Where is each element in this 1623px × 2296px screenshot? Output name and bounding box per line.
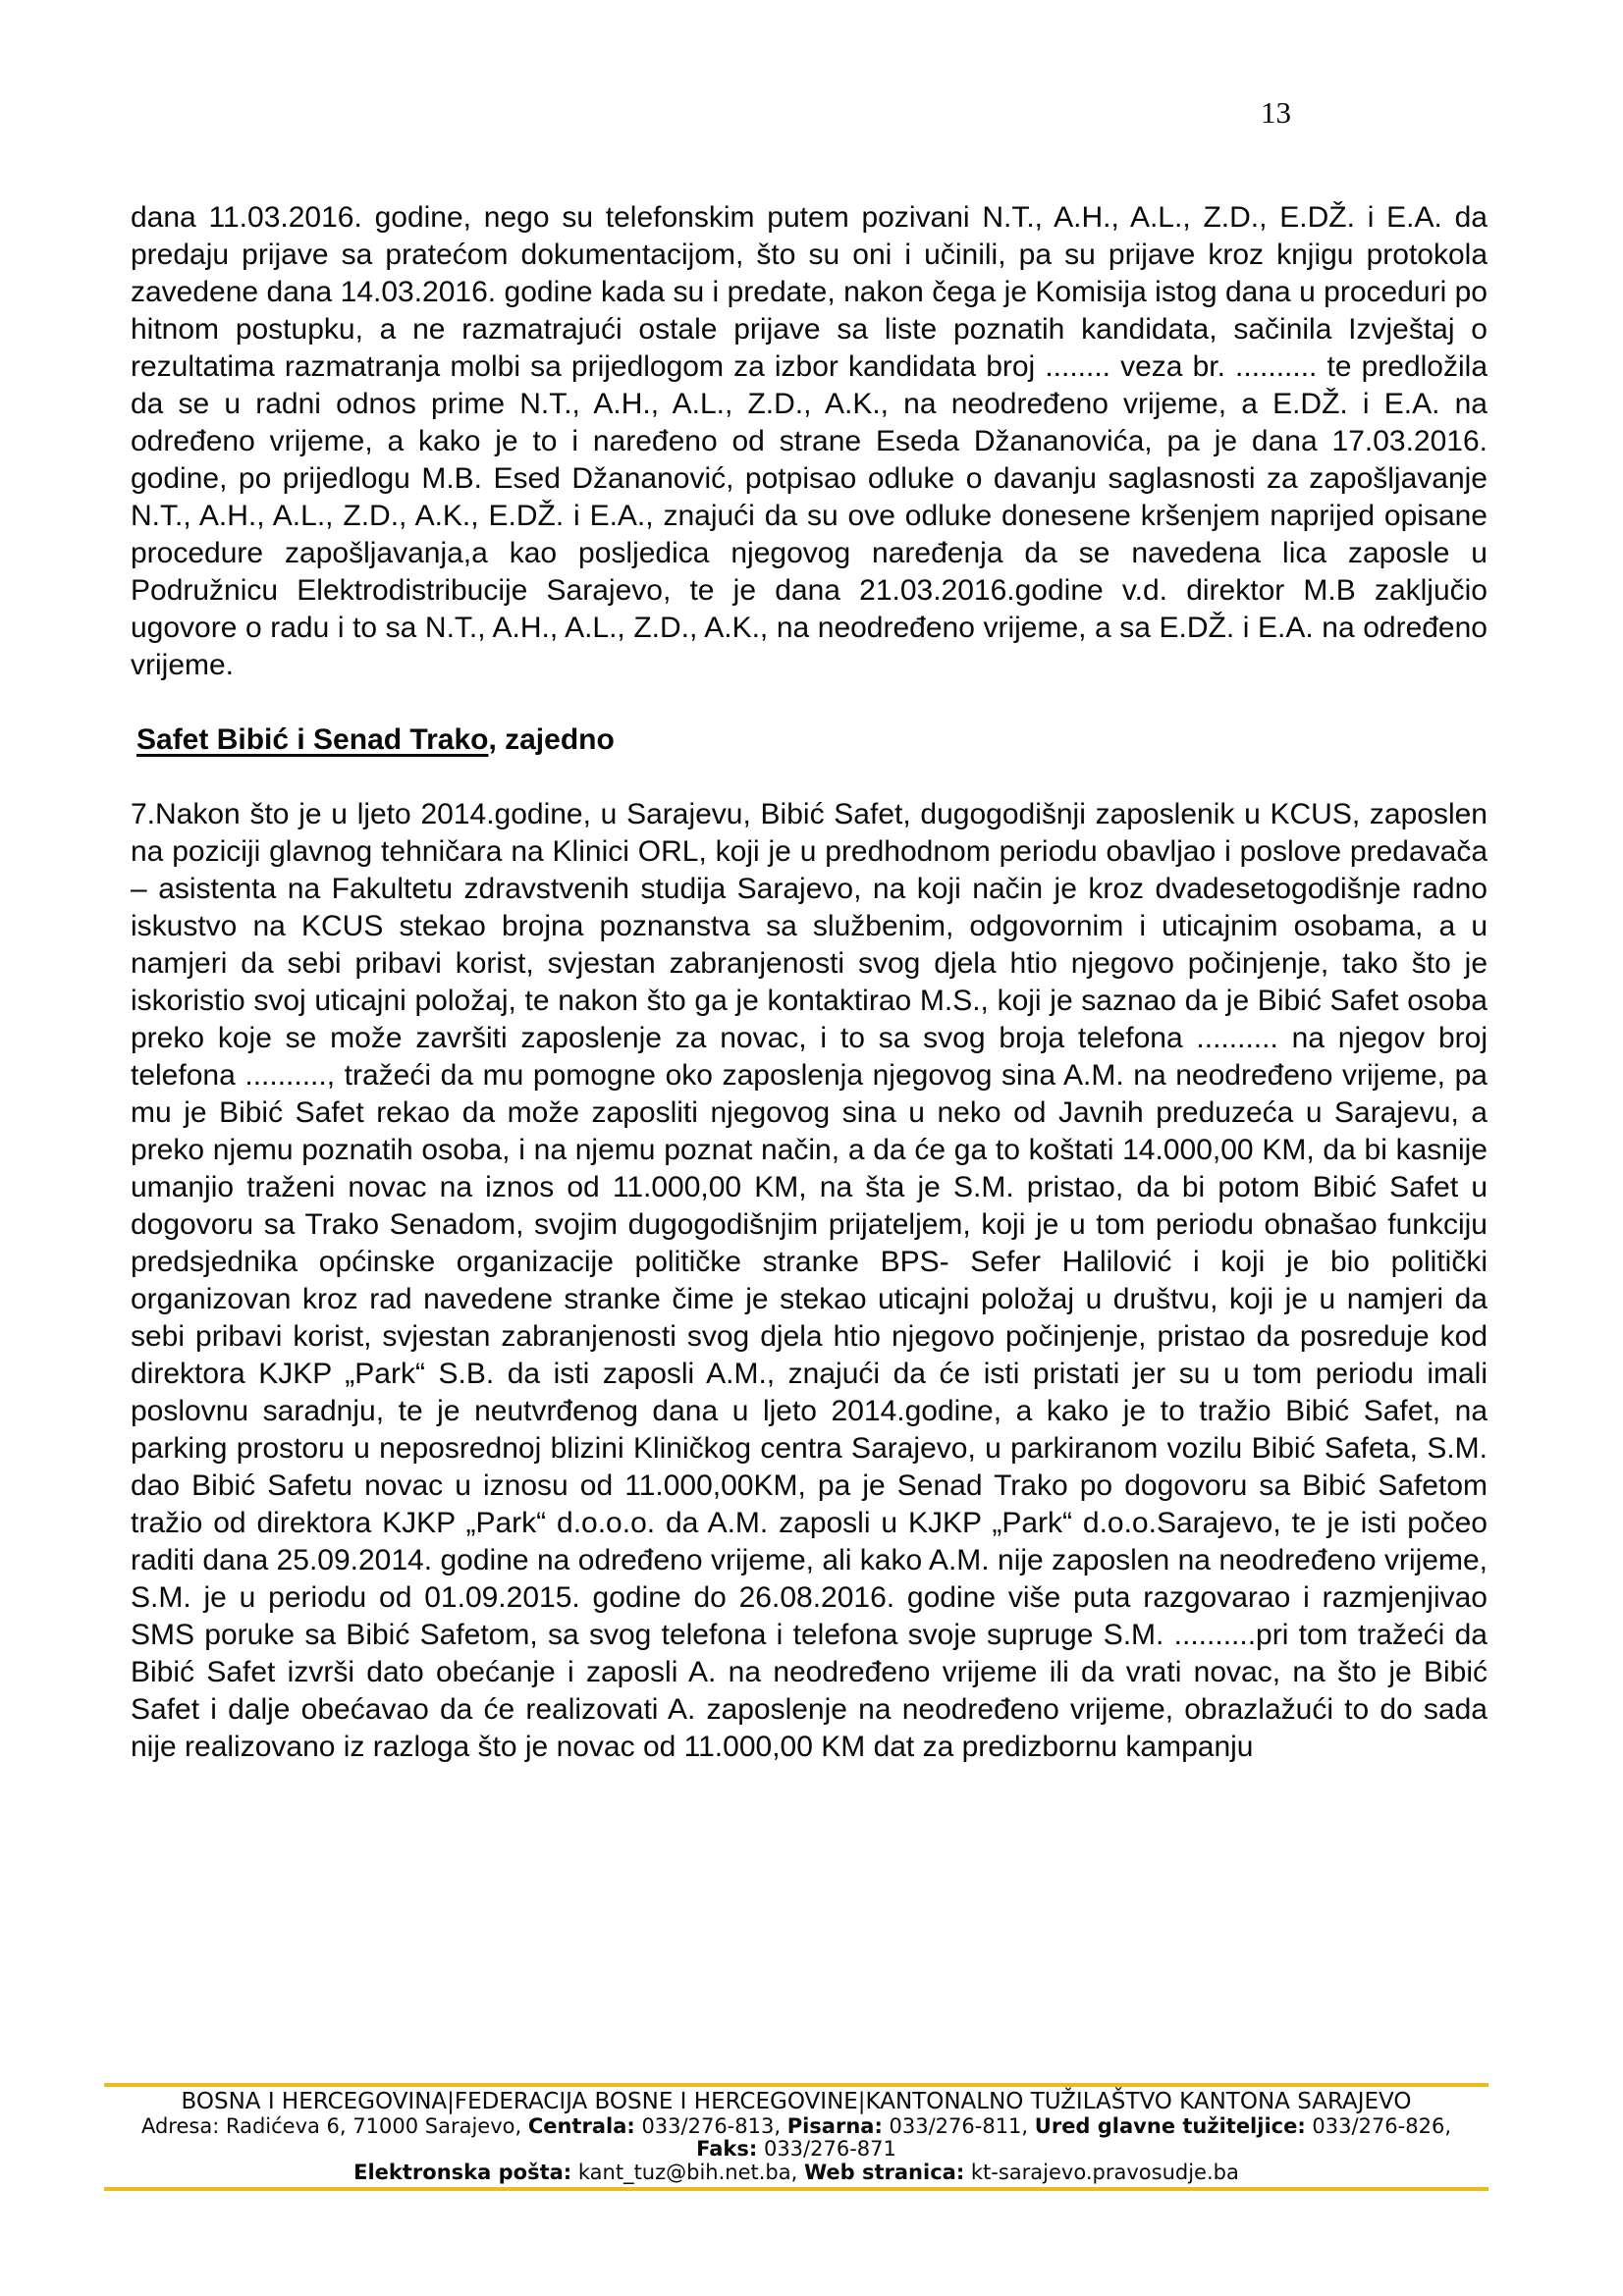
footer-ured-number: 033/276-826, xyxy=(1305,2114,1452,2138)
footer-email-address: kant_tuz@bih.net.ba, xyxy=(571,2161,804,2184)
footer-fax-number: 033/276-871 xyxy=(757,2137,896,2161)
footer-web-label: Web stranica: xyxy=(803,2161,965,2184)
footer-ured-label: Ured glavne tužiteljice: xyxy=(1034,2114,1306,2138)
footer-institution-line: BOSNA I HERCEGOVINA|FEDERACIJA BOSNE I HERCEGOVINE|KANTONALNO TUŽILAŠTVO KANTONA SARAJEVO xyxy=(181,2089,1412,2114)
section-heading xyxy=(136,721,1488,759)
page-number: 13 xyxy=(1261,95,1291,130)
letterhead-footer xyxy=(104,2083,1488,2191)
footer-fax-line xyxy=(104,2138,1488,2161)
paragraph-7-bibic-trako: 7.Nakon što je u ljeto 2014.godine, u Sarajevu, Bibić Safet, dugogodišnji zaposlenik u KCUS, zaposlen na poziciji glavnog tehničara na Klinici ORL, koji je u predhodnom periodu obavljao i poslove predavača – asistenta na Fakultetu zdravstvenih studija Sarajevo, na koji način je kroz dvadesetogodišnje radno iskustvo na KCUS stekao brojna poznanstva sa službenim, odgovornim i uticajnim osobama, a u namjeri da sebi pribavi korist, svjestan zabranjenosti svog djela htio njegovo počinjenje, tako što je iskoristio svoj uticajni položaj, te nakon što ga je kontaktirao M.S., koji je saznao da je Bibić Safet osoba preko koje se može završiti zaposlenje za novac, i to sa svog broja telefona .......... na njegov broj telefona .........., tražeći da mu pomogne oko zaposlenja njegovog sina A.M. na neodređeno vrijeme, pa mu je Bibić Safet rekao da može zaposliti njegovog sina u neko od Javnih preduzeća u Sarajevu, a preko njemu poznatih osoba, i na njemu poznat način, a da će ga to koštati 14.000,00 KM, da bi kasnije umanjio traženi novac na iznos od 11.000,00 KM, na šta je S.M. pristao, da bi potom Bibić Safet u dogovoru sa Trako Senadom, svojim dugogodišnjim prijateljem, koji je u tom periodu obnašao funkciju predsjednika općinske organizacije političke stranke BPS- Sefer Halilović i koji je bio politički organizovan kroz rad navedene stranke čime je stekao uticajni položaj u društvu, koji je u namjeri da sebi pribavi korist, svjestan zabranjenosti svog djela htio njegovo počinjenje, pristao da posreduje kod direktora KJKP „Park“ S.B. da isti zaposli A.M., znajući da će isti pristati jer su u tom periodu imali poslovnu saradnju, te je neutvrđenog dana u ljeto 2014.godine, a kako je to tražio Bibić Safet, na parking prostoru u neposrednoj blizini Kliničkog centra Sarajevo, u parkiranom vozilu Bibić Safeta, S.M. dao Bibić Safetu novac u iznosu od 11.000,00KM, pa je Senad Trako po dogovoru sa Bibić Safetom tražio od direktora KJKP „Park“ d.o.o.o. da A.M. zaposli u KJKP „Park“ d.o.o.Sarajevo, te je isti počeo raditi dana 25.09.2014. godine na određeno vrijeme, ali kako A.M. nije zaposlen na neodređeno vrijeme, S.M. je u periodu od 01.09.2015. godine do 26.08.2016. godine više puta razgovarao i razmjenjivao SMS poruke sa Bibić Safetom, sa svog telefona i telefona svoje supruge S.M. ..........pri tom tražeći da Bibić Safet izvrši dato obećanje i zaposli A. na neodređeno vrijeme ili da vrati novac, na što je Bibić Safet i dalje obećavao da će realizovati A. zaposlenje na neodređeno vrijeme, obrazlažući to do sada nije realizovano iz razloga što je novac od 11.000,00 KM dat za predizbornu kampanju xyxy=(131,798,1488,1763)
footer-fax-label: Faks: xyxy=(696,2137,758,2161)
heading-defendant-names: Safet Bibić i Senad Trako xyxy=(136,723,489,756)
footer-centrala-label: Centrala: xyxy=(527,2114,635,2138)
footer-address-label: Adresa: Radićeva 6, 71000 Sarajevo, xyxy=(140,2114,528,2138)
footer-contact-line xyxy=(104,2161,1488,2184)
footer-pisarna-label: Pisarna: xyxy=(786,2114,883,2138)
footer-web-address: kt-sarajevo.pravosudje.ba xyxy=(964,2161,1239,2184)
footer-address-line xyxy=(104,2114,1488,2138)
body-text-block xyxy=(131,199,1488,2079)
paragraph-employment-decisions: dana 11.03.2016. godine, nego su telefonskim putem pozivani N.T., A.H., A.L., Z.D., E.DŽ. i E.A. da predaju prijave sa pratećom dokumentacijom, što su oni i učinili, pa su prijave kroz knjigu protokola zavedene dana 14.03.2016. godine kada su i predate, nakon čega je Komisija istog dana u proceduri po hitnom postupku, a ne razmatrajući ostale prijave sa liste poznatih kandidata, sačinila Izvještaj o rezultatima razmatranja molbi sa prijedlogom za izbor kandidata broj ........ veza br. .......... te predložila da se u radni odnos prime N.T., A.H., A.L., Z.D., A.K., na neodređeno vrijeme, a E.DŽ. i E.A. na određeno vrijeme, a kako je to i naređeno od strane Eseda Džananovića, pa je dana 17.03.2016. godine, po prijedlogu M.B. Esed Džananović, potpisao odluke o davanju saglasnosti za zapošljavanje N.T., A.H., A.L., Z.D., A.K., E.DŽ. i E.A., znajući da su ove odluke donesene kršenjem naprijed opisane procedure zapošljavanja,a kao posljedica njegovog naređenja da se navedena lica zaposle u Podružnicu Elektrodistribucije Sarajevo, te je dana 21.03.2016.godine v.d. direktor M.B zaključio ugovore o radu i to sa N.T., A.H., A.L., Z.D., A.K., na neodređeno vrijeme, a sa E.DŽ. i E.A. na određeno vrijeme. xyxy=(131,201,1488,681)
heading-suffix: , zajedno xyxy=(488,723,615,756)
footer-centrala-number: 033/276-813, xyxy=(634,2114,787,2138)
footer-email-label: Elektronska pošta: xyxy=(353,2161,572,2184)
footer-pisarna-number: 033/276-811, xyxy=(882,2114,1035,2138)
